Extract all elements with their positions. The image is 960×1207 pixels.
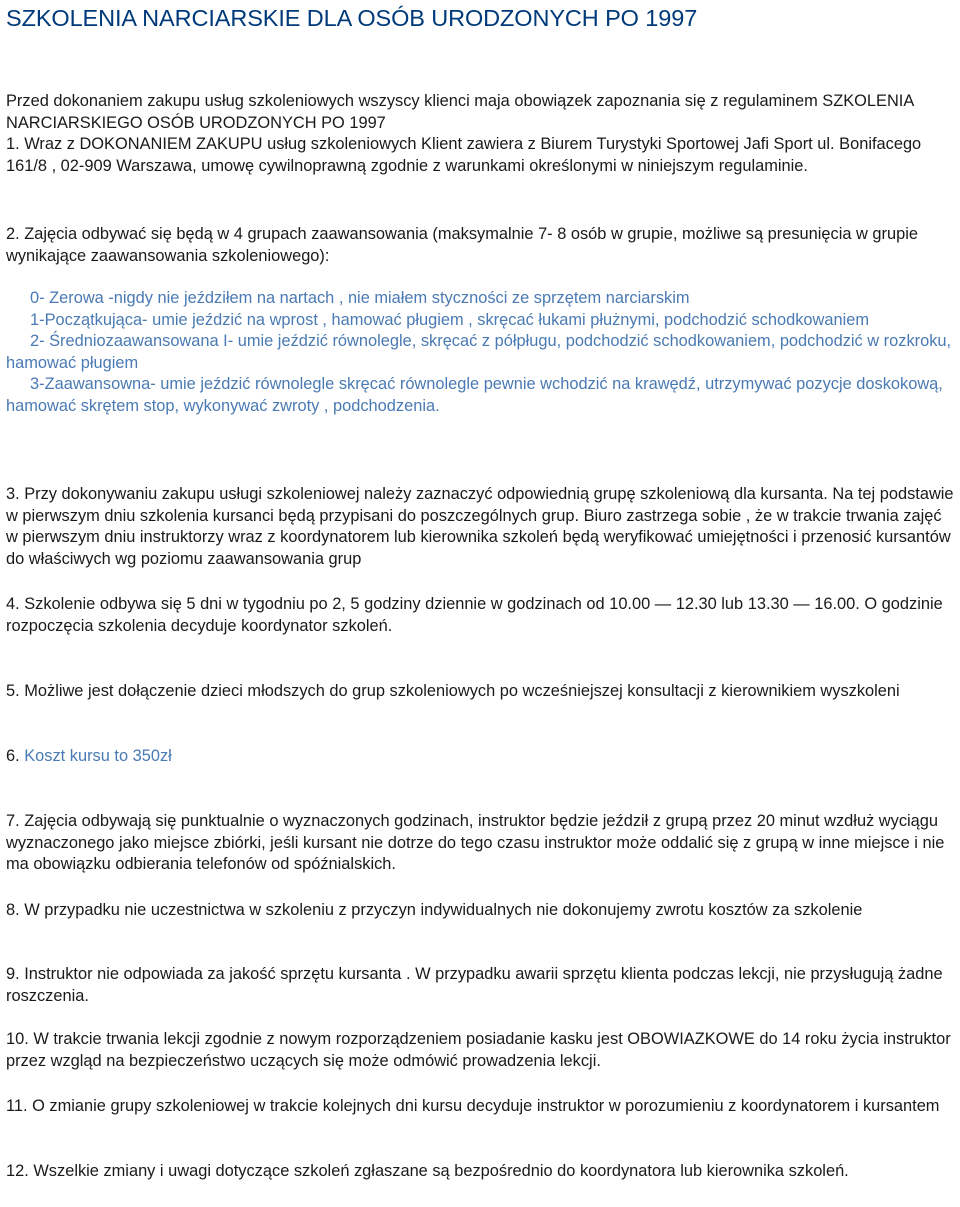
- rule-1: 1. Wraz z DOKONANIEM ZAKUPU usług szkoleniowych Klient zawiera z Biurem Turystyki Sportowej Jafi Sport ul. Bonifacego 161/8 , 02-909 Warszawa, umowę cywilnoprawną zgodnie z warunkami określonymi w niniejszym regulaminie.: [6, 135, 922, 175]
- rule-7: 7. Zajęcia odbywają się punktualnie o wyznaczonych godzinach, instruktor będzie jeździł z grupą przez 20 minut wzdłuż wyciągu wyznaczonego jako miejsce zbiórki, jeśli kursant nie dotrze do tego czasu instruktor może oddalić się z grupą w inne miejsce i nie ma obowiązku odbierania telefonów od spóźnialskich.: [6, 812, 945, 874]
- level-item-0: 0- Zerowa -nigdy nie jeździłem na nartach , nie miałem styczności ze sprzętem narciarskim: [30, 289, 690, 307]
- rule-11: 11. O zmianie grupy szkoleniowej w trakcie kolejnych dni kursu decyduje instruktor w porozumieniu z koordynatorem i kursantem: [6, 1097, 940, 1115]
- intro-paragraph: Przed dokonaniem zakupu usług szkoleniowych wszyscy klienci maja obowiązek zapoznania się z regulaminem SZKOLENIA NARCIARSKIEGO OSÓB URODZONYCH PO 1997: [6, 92, 914, 132]
- course-price: Koszt kursu to 350zł: [24, 747, 172, 765]
- rule-4: 4. Szkolenie odbywa się 5 dni w tygodniu po 2, 5 godziny dziennie w godzinach od 10.00 — 12.30 lub 13.30 — 16.00. O godzinie rozpoczęcia szkolenia decyduje koordynator szkoleń.: [6, 595, 943, 635]
- rule-6-number: 6.: [6, 747, 25, 765]
- page-title: SZKOLENIA NARCIARSKIE DLA OSÓB URODZONYCH PO 1997: [6, 5, 698, 31]
- rule-9: 9. Instruktor nie odpowiada za jakość sprzętu kursanta . W przypadku awarii sprzętu klienta podczas lekcji, nie przysługują żadne roszczenia.: [6, 965, 943, 1005]
- rule-8: 8. W przypadku nie uczestnictwa w szkoleniu z przyczyn indywidualnych nie dokonujemy zwrotu kosztów za szkolenie: [6, 901, 863, 919]
- level-item-3: 3-Zaawansowna- umie jeździć równolegle skręcać równolegle pewnie wchodzić na krawędź, utrzymywać pozycje doskokową, hamować skrętem stop, wykonywać zwroty , podchodzenia.: [6, 375, 943, 415]
- level-item-2: 2- Średniozaawansowana I- umie jeździć równolegle, skręcać z półpługu, podchodzić schodkowaniem, podchodzić w rozkroku, hamować pługiem: [6, 332, 952, 372]
- rule-3: 3. Przy dokonywaniu zakupu usługi szkoleniowej należy zaznaczyć odpowiednią grupę szkoleniową dla kursanta. Na tej podstawie w pierwszym dniu szkolenia kursanci będą przypisani do poszczególnych grup. Biuro zastrzega sobie , że w trakcie trwania zajęć w pierwszym dniu instruktorzy wraz z koordynatorem lub kierownika szkoleń będą weryfikować umiejętności i przenosić kursantów do właściwych wg poziomu zaawansowania grup: [6, 485, 954, 568]
- rule-6: [6, 746, 956, 768]
- rule-10: 10. W trakcie trwania lekcji zgodnie z nowym rozporządzeniem posiadanie kasku jest OBOWIAZKOWE do 14 roku życia instruktor przez wzgląd na bezpieczeństwo uczących się może odmówić prowadzenia lekcji.: [6, 1030, 951, 1070]
- rule-5: 5. Możliwe jest dołączenie dzieci młodszych do grup szkoleniowych po wcześniejszej konsultacji z kierownikiem wyszkoleni: [6, 682, 900, 700]
- level-item-1: 1-Początkująca- umie jeździć na wprost , hamować pługiem , skręcać łukami płużnymi, podchodzić schodkowaniem: [30, 310, 870, 329]
- skill-levels-list: [6, 288, 956, 418]
- rule-2: 2. Zajęcia odbywać się będą w 4 grupach zaawansowania (maksymalnie 7- 8 osób w grupie, możliwe są presunięcia w grupie wynikające zaawansowania szkoleniowego):: [6, 225, 918, 265]
- rule-12: 12. Wszelkie zmiany i uwagi dotyczące szkoleń zgłaszane są bezpośrednio do koordynatora lub kierownika szkoleń.: [6, 1162, 849, 1180]
